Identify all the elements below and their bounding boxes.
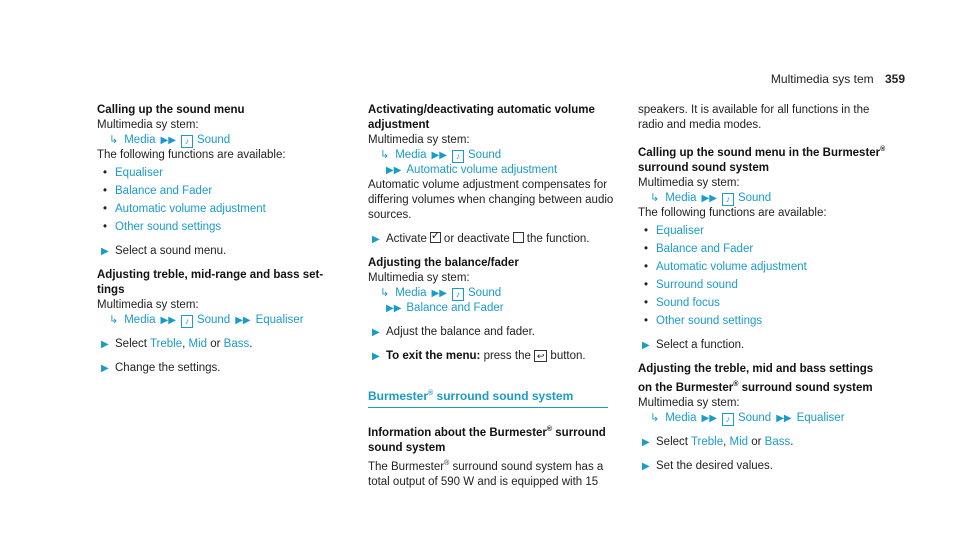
media-link[interactable]: Media xyxy=(124,134,156,146)
double-chevron-icon: ▶▶ xyxy=(701,412,717,424)
heading-info-b: surround sound system xyxy=(368,426,606,454)
step-icon: ▶ xyxy=(101,246,109,257)
comma: , xyxy=(182,338,189,350)
registered-mark: ® xyxy=(733,380,739,388)
step-text: Change the settings. xyxy=(115,362,221,374)
step-text: or deactivate xyxy=(443,233,510,245)
note-icon: ♪ xyxy=(181,315,193,328)
arrow-icon: ↳ xyxy=(650,191,660,204)
system-label: Multimedia sy stem: xyxy=(368,134,470,146)
arrow-icon: ↳ xyxy=(109,134,119,146)
nav-path xyxy=(97,313,347,328)
section-title-b: surround sound system xyxy=(436,389,574,403)
double-chevron-icon: ▶▶ xyxy=(701,192,717,204)
double-chevron-icon: ▶▶ xyxy=(160,135,176,146)
nav-path xyxy=(368,148,618,163)
nav-path xyxy=(97,133,347,148)
heading-b: surround sound system xyxy=(741,381,873,394)
double-chevron-icon: ▶▶ xyxy=(235,315,251,326)
step-icon: ▶ xyxy=(642,436,650,448)
period: . xyxy=(790,435,794,448)
system-label: Multimedia sy stem: xyxy=(97,119,199,131)
description-b: surround sound system has a total output of 590 W and is equipped with 15 xyxy=(368,460,604,488)
description: speakers. It is available for all functions in the radio and media modes. xyxy=(638,104,870,131)
step-icon: ▶ xyxy=(372,327,380,338)
step-text: the function. xyxy=(526,233,590,245)
equaliser-link[interactable]: Equaliser xyxy=(796,411,845,424)
list-item[interactable]: • Balance and Fader xyxy=(638,242,888,257)
list-item[interactable]: • Surround sound xyxy=(638,278,888,293)
media-link[interactable]: Media xyxy=(665,411,697,424)
step xyxy=(368,325,618,340)
description xyxy=(368,456,618,490)
note-icon: ♪ xyxy=(722,413,734,426)
note-icon: ♪ xyxy=(722,193,734,206)
list-item[interactable]: • Other sound settings xyxy=(638,314,888,329)
sound-link[interactable]: Sound xyxy=(196,134,231,146)
step xyxy=(368,232,618,247)
heading-burmester-treble xyxy=(638,362,888,396)
step-text: Select xyxy=(115,338,150,350)
description: Automatic volume adjustment compensates for differing volumes when changing between audio sources. xyxy=(368,179,614,221)
double-chevron-icon: ▶▶ xyxy=(386,303,402,314)
step-text: press the xyxy=(483,350,531,362)
note-icon: ♪ xyxy=(452,150,464,163)
balance-fader-link[interactable]: Balance and Fader xyxy=(406,302,504,314)
sound-link[interactable]: Sound xyxy=(196,314,231,326)
page-header xyxy=(771,72,905,87)
checkbox-checked-icon xyxy=(430,232,441,243)
step xyxy=(638,338,888,353)
list-item[interactable]: • Equaliser xyxy=(638,224,888,239)
nav-path xyxy=(368,286,618,301)
media-link[interactable]: Media xyxy=(665,191,697,204)
section-title xyxy=(368,386,608,408)
section-title-a: Burmester xyxy=(368,389,429,403)
note-icon: ♪ xyxy=(452,288,464,301)
double-chevron-icon: ▶▶ xyxy=(431,288,447,299)
step xyxy=(97,337,347,352)
heading-sound-menu: Calling up the sound menu xyxy=(97,104,245,116)
arrow-icon: ↳ xyxy=(109,314,119,326)
note-icon: ♪ xyxy=(181,135,193,148)
sound-link[interactable]: Sound xyxy=(737,191,772,204)
heading-treble: Adjusting treble, mid-range and bass set-tings xyxy=(97,269,324,296)
step-text: Activate xyxy=(386,233,427,245)
header-title: Multimedia sys tem xyxy=(770,72,874,86)
nav-path-sub xyxy=(368,163,618,178)
step-text: Adjust the balance and fader. xyxy=(386,326,535,338)
step xyxy=(97,244,347,259)
sound-link[interactable]: Sound xyxy=(737,411,772,424)
system-label: Multimedia sy stem: xyxy=(638,396,740,409)
treble-link[interactable]: Treble xyxy=(690,435,724,448)
nav-path xyxy=(638,191,888,206)
heading-auto-volume: Activating/deactivating automatic volume adjustment xyxy=(368,104,595,131)
system-label: Multimedia sy stem: xyxy=(368,272,470,284)
step xyxy=(97,361,347,376)
heading-b: surround sound system xyxy=(638,161,769,174)
nav-path-sub xyxy=(368,301,618,316)
system-label: Multimedia sy stem: xyxy=(638,176,740,189)
heading-info xyxy=(368,422,618,456)
step-text: Select a function. xyxy=(656,338,745,351)
treble-link[interactable]: Treble xyxy=(149,338,183,350)
list-item[interactable]: • Automatic volume adjustment xyxy=(97,202,347,217)
heading-balance: Adjusting the balance/fader xyxy=(368,257,519,269)
double-chevron-icon: ▶▶ xyxy=(160,315,176,326)
column-3 xyxy=(638,103,888,474)
step-icon: ▶ xyxy=(101,363,109,374)
functions-intro: The following functions are available: xyxy=(97,149,286,161)
list-item[interactable]: • Equaliser xyxy=(97,166,347,181)
arrow-icon: ↳ xyxy=(650,411,660,424)
list-item[interactable]: • Balance and Fader xyxy=(97,184,347,199)
registered-mark: ® xyxy=(428,390,434,397)
media-link[interactable]: Media xyxy=(395,287,427,299)
mid-link[interactable]: Mid xyxy=(188,338,208,350)
bass-link[interactable]: Bass xyxy=(223,338,250,350)
step-text: Select a sound menu. xyxy=(115,245,227,257)
list-item[interactable]: • Automatic volume adjustment xyxy=(638,260,888,275)
step-icon: ▶ xyxy=(372,351,380,362)
step xyxy=(638,459,888,474)
comma: , xyxy=(723,435,730,448)
auto-volume-link[interactable]: Automatic volume adjustment xyxy=(406,164,558,176)
step-icon: ▶ xyxy=(642,339,650,351)
media-link[interactable]: Media xyxy=(124,314,156,326)
back-button-icon: ↩ xyxy=(534,350,548,362)
heading-a: Adjusting the treble, mid and bass settings on the Burmester xyxy=(638,362,874,394)
double-chevron-icon: ▶▶ xyxy=(386,165,402,176)
double-chevron-icon: ▶▶ xyxy=(431,150,447,161)
column-1 xyxy=(97,103,347,376)
arrow-icon: ↳ xyxy=(380,149,390,161)
step-text: Select xyxy=(656,435,691,448)
step-text: Set the desired values. xyxy=(656,459,773,472)
nav-path xyxy=(638,411,888,426)
registered-mark: ® xyxy=(546,426,553,433)
arrow-icon: ↳ xyxy=(380,287,390,299)
description-a: The Burmester xyxy=(368,460,445,473)
double-chevron-icon: ▶▶ xyxy=(776,412,792,424)
heading-burmester-menu xyxy=(638,142,888,176)
column-2 xyxy=(368,103,618,490)
step xyxy=(638,435,888,450)
functions-intro: The following functions are available: xyxy=(638,206,827,219)
heading-a: Calling up the sound menu in the Burmester xyxy=(638,146,881,159)
or-text: or xyxy=(748,435,765,448)
step-icon: ▶ xyxy=(101,339,109,350)
step-icon: ▶ xyxy=(372,234,380,245)
checkbox-empty-icon xyxy=(513,232,524,243)
list-item[interactable]: • Sound focus xyxy=(638,296,888,311)
period: . xyxy=(249,338,253,350)
heading-info-a: Information about the Burmester xyxy=(368,426,547,439)
system-label: Multimedia sy stem: xyxy=(97,299,199,311)
bass-link[interactable]: Bass xyxy=(764,435,791,448)
or-text: or xyxy=(207,338,224,350)
equaliser-link[interactable]: Equaliser xyxy=(255,314,304,326)
step-icon: ▶ xyxy=(642,460,650,472)
registered-mark: ® xyxy=(880,146,886,153)
step-bold: To exit the menu: xyxy=(386,350,481,362)
registered-mark: ® xyxy=(444,459,450,467)
mid-link[interactable]: Mid xyxy=(729,435,749,448)
sound-link[interactable]: Sound xyxy=(467,287,502,299)
page-number: 359 xyxy=(884,72,905,86)
media-link[interactable]: Media xyxy=(395,149,427,161)
step xyxy=(368,349,618,364)
sound-link[interactable]: Sound xyxy=(467,149,502,161)
step-text: button. xyxy=(550,350,586,362)
list-item[interactable]: • Other sound settings xyxy=(97,220,347,235)
